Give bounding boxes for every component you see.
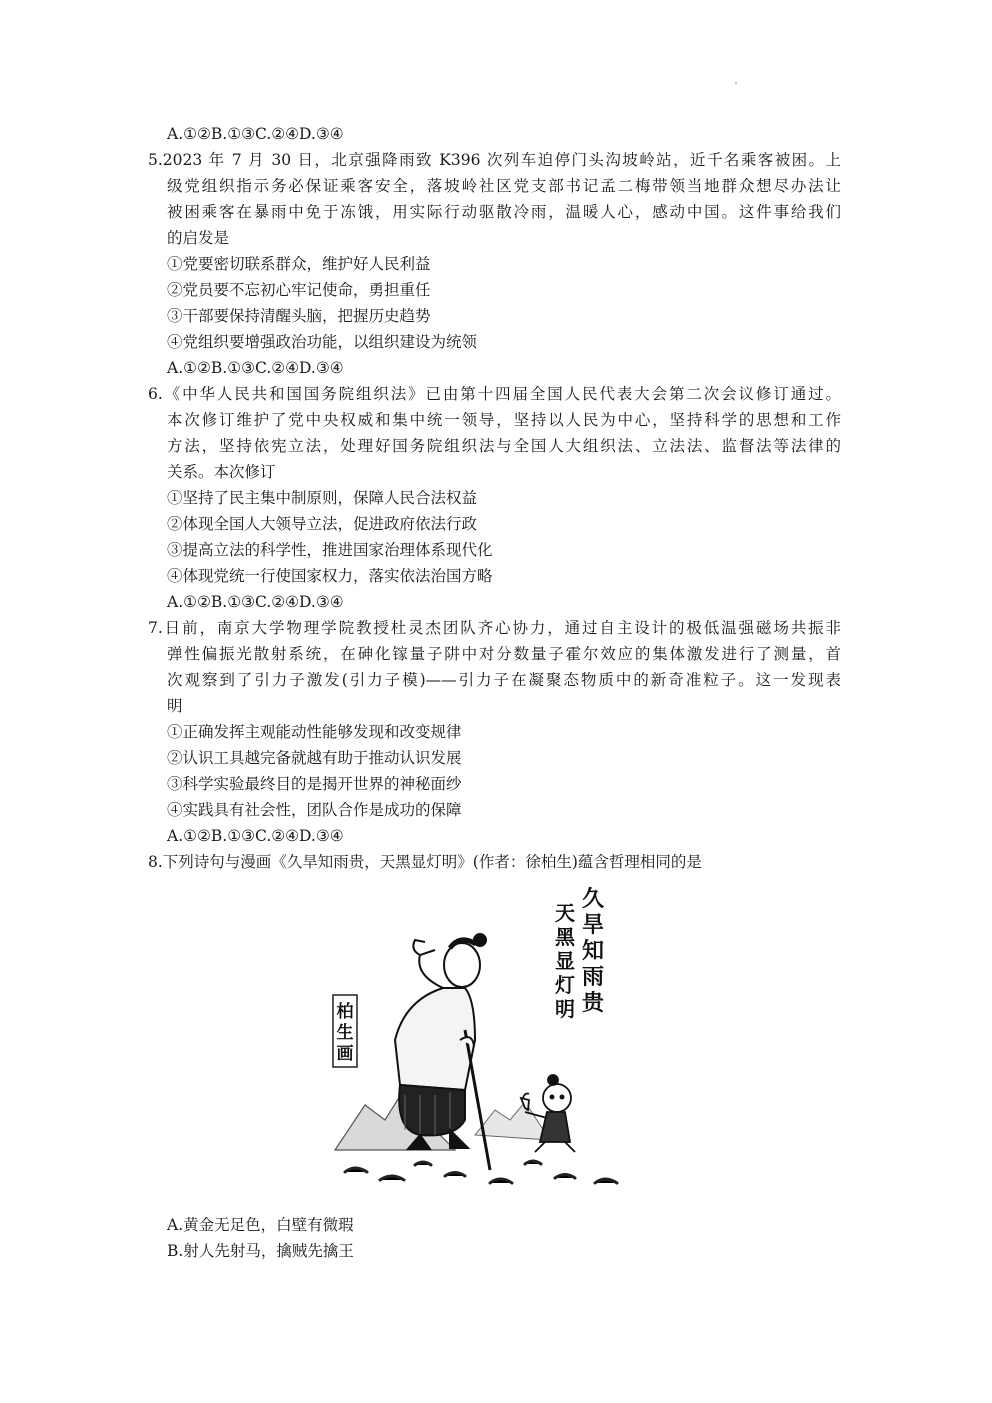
col2-char-3: 显	[555, 949, 575, 973]
cartoon-caption-col2	[554, 901, 576, 1021]
q6-stem-line-2: 本次修订维护了党中央权威和集中统一领导，坚持以人民为中心，坚持科学的思想和工作	[167, 411, 841, 429]
q6-item-2: ②体现全国人大领导立法，促进政府依法行政	[167, 515, 478, 533]
q5-stem-line-2: 级党组织指示务必保证乘客安全，落坡岭社区党支部书记孟二梅带领当地群众想尽办法让	[167, 177, 841, 195]
col1-char-2: 旱	[581, 913, 605, 938]
q6-item-1: ①坚持了民主集中制原则，保障人民合法权益	[167, 489, 478, 507]
q5-stem-line-1: 5.2023 年 7 月 30 日，北京强降雨致 K396 次列车迫停门头沟坡岭站，近千名乘客被困。上	[148, 151, 841, 169]
q7-item-4: ④实践具有社会性，团队合作是成功的保障	[167, 801, 462, 819]
prev-question-options: A.①②B.①③C.②④D.③④	[167, 125, 344, 143]
q5-item-1: ①党要密切联系群众，维护好人民利益	[167, 255, 431, 273]
q8-stem: 8.下列诗句与漫画《久旱知雨贵，天黑显灯明》(作者：徐柏生)蕴含哲理相同的是	[148, 853, 702, 871]
q6-options: A.①②B.①③C.②④D.③④	[167, 593, 344, 611]
mountain-right	[475, 1102, 550, 1140]
seal-char-3: 画	[336, 1044, 354, 1064]
seal-char-1: 柏	[336, 1002, 354, 1022]
col1-char-4: 雨	[581, 965, 605, 990]
col1-char-3: 知	[581, 939, 605, 964]
q5-stem-line-3: 被困乘客在暴雨中免于冻饿，用实际行动驱散冷雨，温暖人心，感动中国。这件事给我们	[167, 203, 841, 221]
seal-char-2: 生	[336, 1023, 354, 1043]
q7-stem-line-2: 弹性偏振光散射系统，在砷化镓量子阱中对分数量子霍尔效应的集体激发进行了测量，首	[167, 645, 841, 663]
col1-char-5: 贵	[581, 991, 605, 1016]
artist-seal	[333, 995, 357, 1067]
ground-strokes	[345, 1161, 617, 1183]
q7-item-3: ③科学实验最终目的是揭开世界的神秘面纱	[167, 775, 462, 793]
col2-char-5: 明	[555, 997, 575, 1021]
q6-item-3: ③提高立法的科学性，推进国家治理体系现代化	[167, 541, 493, 559]
q6-stem-line-4: 关系。本次修订	[167, 463, 276, 481]
q8-option-b: B.射人先射马，擒贼先擒王	[167, 1242, 354, 1260]
q8-option-a: A.黄金无足色，白壁有微瑕	[167, 1216, 354, 1234]
cartoon-caption-col1	[582, 886, 606, 1016]
q7-stem-line-1: 7.日前，南京大学物理学院教授杜灵杰团队齐心协力，通过自主设计的极低温强磁场共振非	[148, 619, 841, 637]
q7-options: A.①②B.①③C.②④D.③④	[167, 827, 344, 845]
col2-char-2: 黑	[555, 925, 575, 949]
scan-speck	[735, 82, 737, 84]
cartoon-illustration	[325, 880, 665, 1200]
q5-item-3: ③干部要保持清醒头脑，把握历史趋势	[167, 307, 431, 325]
child-figure	[521, 1075, 575, 1152]
q6-stem-line-1: 6.《中华人民共和国国务院组织法》已由第十四届全国人民代表大会第二次会议修订通过。	[148, 385, 841, 403]
q6-stem-line-3: 方法，坚持依宪立法，处理好国务院组织法与全国人大组织法、立法法、监督法等法律的	[167, 437, 841, 455]
q5-options: A.①②B.①③C.②④D.③④	[167, 359, 344, 377]
q7-stem-line-4: 明	[167, 697, 183, 715]
col2-char-4: 灯	[555, 973, 575, 997]
q5-item-2: ②党员要不忘初心牢记使命，勇担重任	[167, 281, 431, 299]
q7-item-2: ②认识工具越完备就越有助于推动认识发展	[167, 749, 462, 767]
col1-char-1: 久	[581, 887, 605, 912]
q5-stem-line-4: 的启发是	[167, 229, 230, 247]
q7-item-1: ①正确发挥主观能动性能够发现和改变规律	[167, 723, 462, 741]
q7-stem-line-3: 次观察到了引力子激发(引力子模)——引力子在凝聚态物质中的新奇准粒子。这一发现表	[167, 671, 841, 689]
q5-item-4: ④党组织要增强政治功能，以组织建设为统领	[167, 333, 478, 351]
q6-item-4: ④体现党统一行使国家权力，落实依法治国方略	[167, 567, 493, 585]
col2-char-1: 天	[555, 901, 575, 925]
